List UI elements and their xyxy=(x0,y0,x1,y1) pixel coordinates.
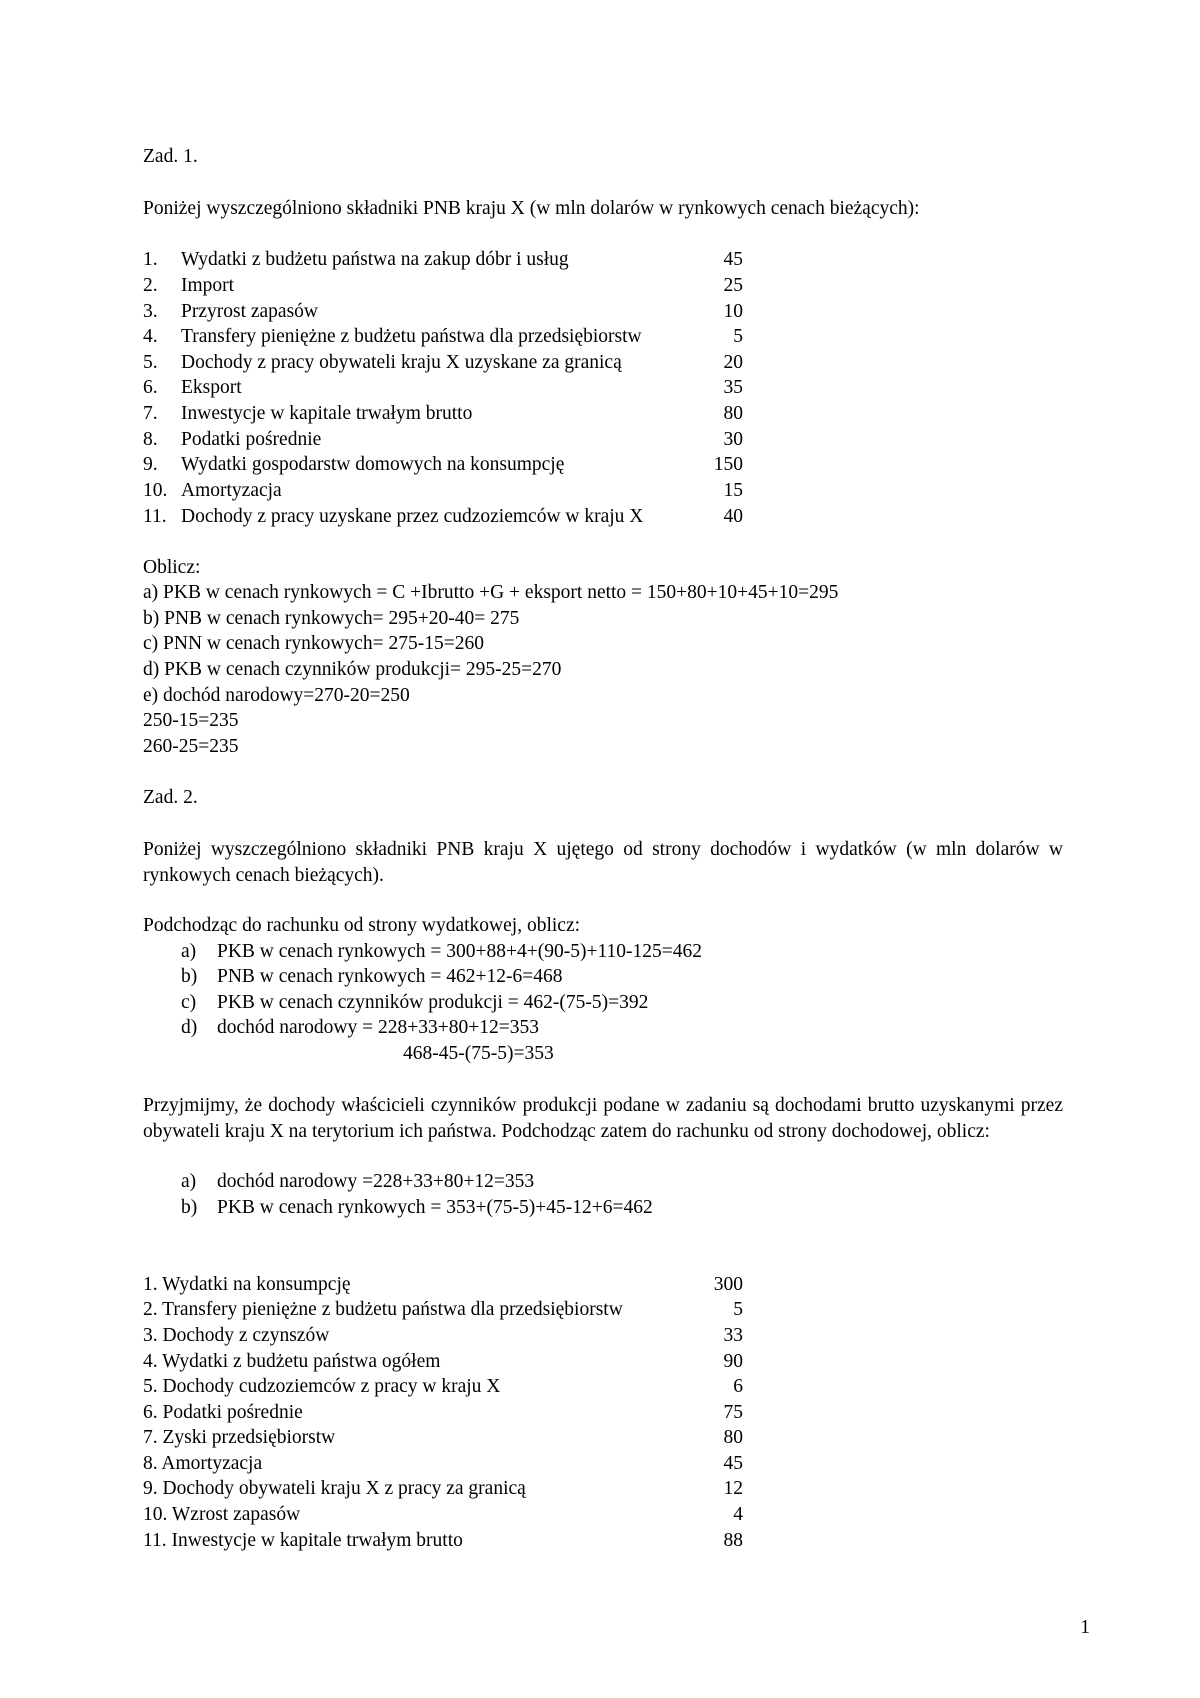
list-item: 4. Wydatki z budżetu państwa ogółem 90 xyxy=(143,1351,743,1372)
list-item: 6. Podatki pośrednie 75 xyxy=(143,1402,743,1423)
list-item: 8. Amortyzacja 45 xyxy=(143,1453,743,1474)
list-item: 11. Dochody z pracy uzyskane przez cudzoziemców w kraju X 40 xyxy=(143,506,743,527)
zad2-spending-intro: Podchodząc do rachunku od strony wydatkowej, oblicz: xyxy=(143,915,581,936)
list-item: c) PKB w cenach czynników produkcji = 462-(75-5)=392 xyxy=(181,992,649,1013)
zad1-heading: Zad. 1. xyxy=(143,146,198,167)
zad1-oblicz: Oblicz: xyxy=(143,557,201,578)
zad2-heading: Zad. 2. xyxy=(143,787,198,808)
zad1-answer-b: b) PNB w cenach rynkowych= 295+20-40= 275 xyxy=(143,608,520,629)
list-item: 9. Wydatki gospodarstw domowych na konsumpcję 150 xyxy=(143,454,743,475)
list-item: 9. Dochody obywateli kraju X z pracy za granicą 12 xyxy=(143,1478,743,1499)
zad1-intro: Poniżej wyszczególniono składniki PNB kraju X (w mln dolarów w rynkowych cenach bieżących): xyxy=(143,198,920,219)
list-item: 5. Dochody cudzoziemców z pracy w kraju X 6 xyxy=(143,1376,743,1397)
zad2-income-intro: Przyjmijmy, że dochody właścicieli czynników produkcji podane w zadaniu są dochodami brutto uzyskanymi przez obywateli kraju X na terytorium ich państwa. Podchodząc zatem do rachunku od strony dochodowej, oblicz: xyxy=(143,1095,1063,1142)
zad1-calc-line: 260-25=235 xyxy=(143,736,239,757)
list-item: b) PNB w cenach rynkowych = 462+12-6=468 xyxy=(181,966,563,987)
list-item: 10. Amortyzacja 15 xyxy=(143,480,743,501)
list-item: 2. Transfery pieniężne z budżetu państwa dla przedsiębiorstw 5 xyxy=(143,1299,743,1320)
list-item: a) PKB w cenach rynkowych = 300+88+4+(90-5)+110-125=462 xyxy=(181,941,702,962)
zad1-answer-c: c) PNN w cenach rynkowych= 275-15=260 xyxy=(143,633,484,654)
zad1-calc-line: 250-15=235 xyxy=(143,710,239,731)
list-item: 3. Przyrost zapasów 10 xyxy=(143,301,743,322)
list-item: 3. Dochody z czynszów 33 xyxy=(143,1325,743,1346)
list-item: 7. Zyski przedsiębiorstw 80 xyxy=(143,1427,743,1448)
zad2-intro: Poniżej wyszczególniono składniki PNB kraju X ujętego od strony dochodów i wydatków (w mln dolarów w rynkowych cenach bieżących). xyxy=(143,839,1063,886)
zad2-spending-extra: 468-45-(75-5)=353 xyxy=(403,1043,554,1064)
list-item: 7. Inwestycje w kapitale trwałym brutto 80 xyxy=(143,403,743,424)
list-item: 2. Import 25 xyxy=(143,275,743,296)
list-item: 10. Wzrost zapasów 4 xyxy=(143,1504,743,1525)
list-item: 1. Wydatki na konsumpcję 300 xyxy=(143,1274,743,1295)
page-number: 1 xyxy=(1080,1617,1090,1638)
list-item: 6. Eksport 35 xyxy=(143,377,743,398)
list-item: 4. Transfery pieniężne z budżetu państwa dla przedsiębiorstw 5 xyxy=(143,326,743,347)
list-item: 5. Dochody z pracy obywateli kraju X uzyskane za granicą 20 xyxy=(143,352,743,373)
list-item: b) PKB w cenach rynkowych = 353+(75-5)+45-12+6=462 xyxy=(181,1197,653,1218)
list-item: 1. Wydatki z budżetu państwa na zakup dóbr i usług 45 xyxy=(143,249,743,270)
zad1-answer-d: d) PKB w cenach czynników produkcji= 295-25=270 xyxy=(143,659,562,680)
list-item: 11. Inwestycje w kapitale trwałym brutto 88 xyxy=(143,1530,743,1551)
zad1-answer-e: e) dochód narodowy=270-20=250 xyxy=(143,685,410,706)
list-item: a) dochód narodowy =228+33+80+12=353 xyxy=(181,1171,535,1192)
list-item: 8. Podatki pośrednie 30 xyxy=(143,429,743,450)
zad1-answer-a: a) PKB w cenach rynkowych = C +Ibrutto +G + eksport netto = 150+80+10+45+10=295 xyxy=(143,582,839,603)
list-item: d) dochód narodowy = 228+33+80+12=353 xyxy=(181,1017,539,1038)
